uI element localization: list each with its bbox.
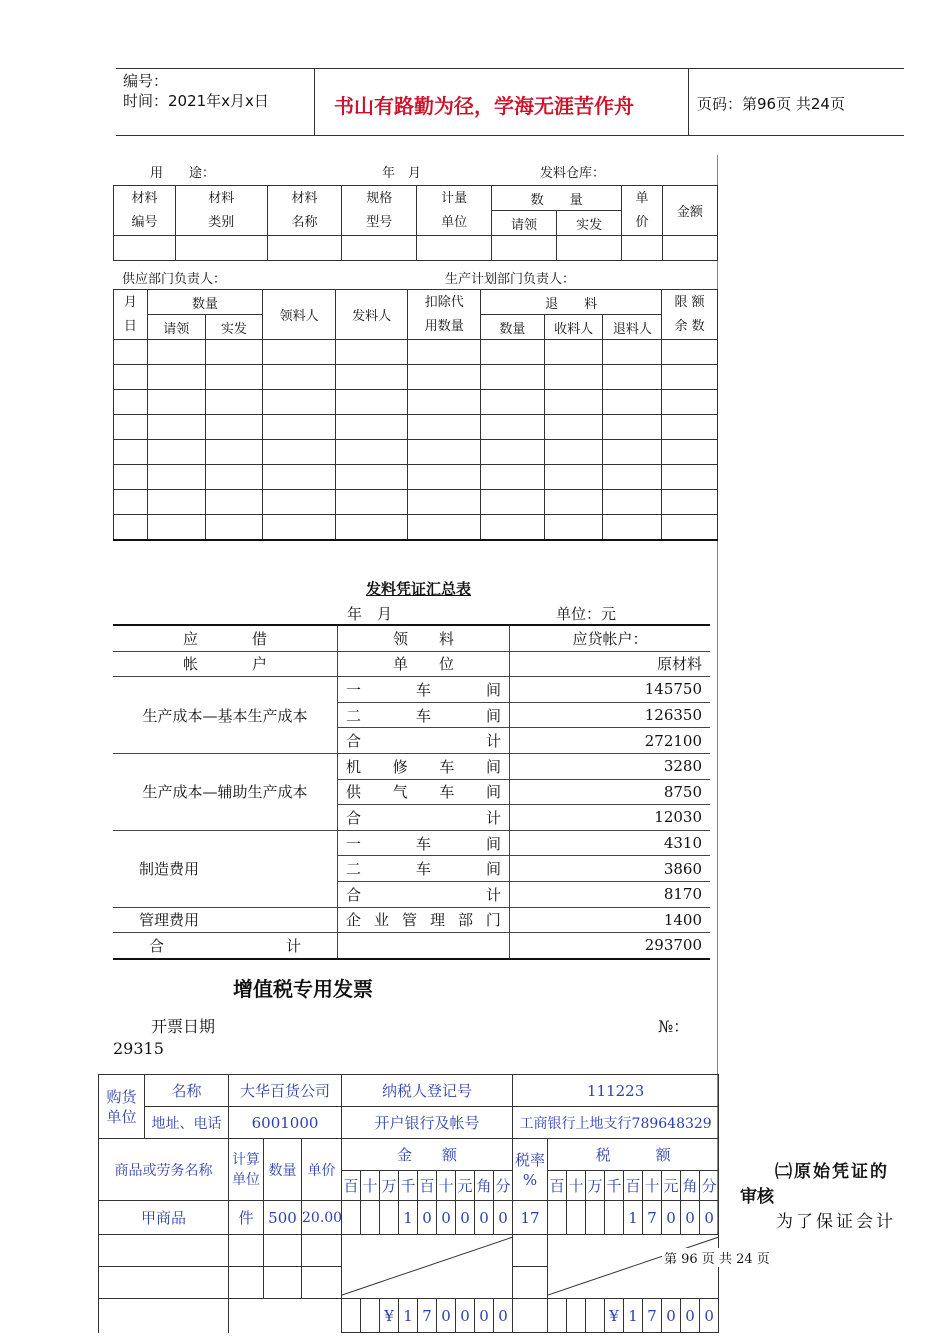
- item-name: 甲商品: [99, 1201, 229, 1235]
- col-material-code: 材料 编号: [114, 186, 176, 236]
- hdr-unit-2: 料: [438, 629, 454, 648]
- account-manufacturing-overhead: 制造费用: [113, 830, 338, 907]
- summary-unit: 单位：元: [556, 605, 617, 623]
- item-tax-rate: 17: [513, 1201, 548, 1235]
- amount-cell: 1400: [510, 907, 711, 933]
- amount-cell: 3860: [510, 856, 711, 882]
- side-body: 为了保证会计: [776, 1212, 896, 1232]
- vat-invoice-table: 购货 单位 名称 大华百货公司 纳税人登记号 111223 地址、电话 6001000 开户银行及帐号 工商银行上地支行789648329 商品或劳务名称 计算 单位 数量 单价 金 额 税率 % 税 额 百 十 万 千 百 十 元 角 分 百 十 万 千 百 十 元 角 分 甲商品 件 500 20.00 1 0 0 0 0 0 17 1 7 0 0 0 ¥ 1 7 0 0 0 0 ¥ 1 7 0 0 0: [98, 1074, 719, 1333]
- col-limit-balance: 限 额 余 数: [662, 290, 718, 340]
- footer-page: 第 96 页 共 24 页: [662, 1248, 772, 1267]
- invoice-date-label: 开票日期: [151, 1017, 216, 1036]
- hdr-unit-4: 位: [438, 655, 454, 674]
- plan-dept-label: 生产计划部门负责人：: [445, 272, 576, 287]
- tax-rate-label: 税率 %: [513, 1139, 548, 1201]
- amount-cell: 8750: [510, 779, 711, 805]
- buyer-label: 购货 单位: [99, 1075, 145, 1139]
- subtotal-cell: 272100: [510, 728, 711, 754]
- buyer-name-label: 名称: [145, 1075, 229, 1107]
- amount-label: 金 额: [342, 1139, 513, 1171]
- bank-value: 工商银行上地支行789648329: [513, 1107, 719, 1139]
- table-row: [114, 365, 718, 390]
- void-slash: [342, 1235, 512, 1299]
- calc-unit-label: 计算 单位: [229, 1139, 264, 1201]
- col-issuer: 发料人: [335, 290, 408, 340]
- taxid-label: 纳税人登记号: [342, 1075, 513, 1107]
- total-row: [113, 933, 710, 959]
- item-price: 20.00: [302, 1201, 342, 1235]
- invoice-no-label: №：: [658, 1017, 690, 1036]
- goods-label: 商品或劳务名称: [99, 1139, 229, 1201]
- doc-number-label: 编号：: [123, 72, 169, 90]
- col-detail-quantity: 数量: [147, 290, 262, 315]
- invoice-item-row: 甲商品 件 500 20.00 1 0 0 0 0 0 17 1 7 0 0 0: [99, 1201, 719, 1235]
- account-basic-production: 生产成本—基本生产成本: [113, 677, 338, 754]
- table-row: 二 车 间 3860: [113, 856, 710, 882]
- col-return-returner: 退料人: [603, 315, 662, 340]
- hdr-debit-3: 帐: [183, 655, 199, 674]
- supply-dept-label: 供应部门负责人：: [122, 272, 227, 287]
- col-deduct: 扣除代 用数量: [408, 290, 481, 340]
- summary-table: [113, 624, 710, 960]
- header-motto: 书山有路勤为径，学海无涯苦作舟: [334, 94, 634, 118]
- hdr-debit-1: 应: [183, 629, 199, 648]
- subtotal-cell: 12030: [510, 805, 711, 831]
- table-row: [114, 440, 718, 465]
- void-slash: [548, 1235, 718, 1299]
- col-return-qty: 数量: [481, 315, 545, 340]
- tax-amount-label: 税 额: [548, 1139, 719, 1171]
- amount-cell: 4310: [510, 830, 711, 856]
- item-qty: 500: [264, 1201, 302, 1235]
- col-amount: 金额: [662, 186, 717, 236]
- issue-detail-table: [113, 289, 718, 541]
- table-row: [99, 1235, 719, 1267]
- col-qty-issued: 实发: [557, 211, 622, 236]
- table-row: [114, 390, 718, 415]
- total-label-2: 计: [285, 936, 301, 955]
- amount-cell: 3280: [510, 753, 711, 779]
- amount-cell: 145750: [510, 677, 711, 703]
- hdr-credit-account: 应贷帐户：: [510, 625, 711, 651]
- summary-title: 发料凭证汇总表: [366, 580, 472, 598]
- table-row: 合 计 272100: [113, 728, 710, 754]
- col-unit: 计量 单位: [417, 186, 492, 236]
- table-row: 合 计 12030: [113, 805, 710, 831]
- subtotal-cell: 8170: [510, 881, 711, 907]
- col-unit-price: 单 价: [622, 186, 662, 236]
- col-receiver: 领料人: [263, 290, 336, 340]
- invoice-number: 29315: [113, 1039, 164, 1058]
- amount-cell: 126350: [510, 702, 711, 728]
- side-heading: ㈡原始凭证的: [775, 1162, 889, 1182]
- bank-label: 开户银行及帐号: [342, 1107, 513, 1139]
- buyer-name: 大华百货公司: [229, 1075, 342, 1107]
- table-row: [114, 465, 718, 490]
- table-row: [114, 340, 718, 365]
- material-table: [113, 185, 718, 261]
- table-row: [114, 415, 718, 440]
- purpose-label: 用 途：: [150, 166, 216, 181]
- col-qty-requested: 请领: [492, 211, 557, 236]
- col-return-receiver: 收料人: [544, 315, 603, 340]
- table-row: [114, 515, 718, 541]
- hdr-raw-material: 原材料: [510, 651, 711, 677]
- hdr-unit-3: 单: [393, 655, 409, 674]
- grand-total: 293700: [510, 933, 711, 959]
- taxid-value: 111223: [513, 1075, 719, 1107]
- col-material-name: 材料 名称: [267, 186, 342, 236]
- qty-label: 数量: [264, 1139, 302, 1201]
- hdr-debit-2: 借: [251, 629, 267, 648]
- requisition-date: 年 月: [382, 166, 422, 181]
- address-value: 6001000: [229, 1107, 342, 1139]
- hdr-unit-1: 领: [393, 629, 409, 648]
- col-material-category: 材料 类别: [176, 186, 268, 236]
- table-row: [114, 236, 718, 261]
- doc-time-label: 时间：2021年x月x日: [123, 92, 269, 110]
- item-unit: 件: [229, 1201, 264, 1235]
- table-row: 二 车 间 126350: [113, 702, 710, 728]
- hdr-debit-4: 户: [251, 655, 267, 674]
- invoice-total-row: ¥ 1 7 0 0 0 0 ¥ 1 7 0 0 0: [99, 1299, 719, 1333]
- col-return: 退 料: [481, 290, 662, 315]
- table-row: 供 气 车 间 8750: [113, 779, 710, 805]
- table-row: 合 计 8170: [113, 881, 710, 907]
- account-aux-production: 生产成本—辅助生产成本: [113, 753, 338, 830]
- side-heading-2: 审核: [740, 1187, 774, 1207]
- col-month-day: 月 日: [114, 290, 148, 340]
- col-detail-issued: 实发: [205, 315, 263, 340]
- price-label: 单价: [302, 1139, 342, 1201]
- table-row: 生产成本—辅助生产成本 机 修 车 间 3280: [113, 753, 710, 779]
- summary-date: 年 月: [347, 605, 393, 623]
- col-spec-model: 规格 型号: [342, 186, 417, 236]
- col-detail-requested: 请领: [147, 315, 205, 340]
- page-indicator: 页码：第96页 共24页: [697, 95, 845, 113]
- account-admin-expense: 管理费用: [113, 907, 338, 933]
- address-label: 地址、电话: [145, 1107, 229, 1139]
- warehouse-label: 发料仓库：: [540, 166, 606, 181]
- table-row: 生产成本—基本生产成本 一 车 间 145750: [113, 677, 710, 703]
- col-quantity: 数 量: [492, 186, 622, 211]
- table-row: [114, 490, 718, 515]
- table-row: 管理费用 企 业 管 理 部 门 1400: [113, 907, 710, 933]
- total-label-1: 合: [149, 936, 165, 955]
- table-row: 制造费用 一 车 间 4310: [113, 830, 710, 856]
- invoice-title: 增值税专用发票: [233, 977, 373, 1001]
